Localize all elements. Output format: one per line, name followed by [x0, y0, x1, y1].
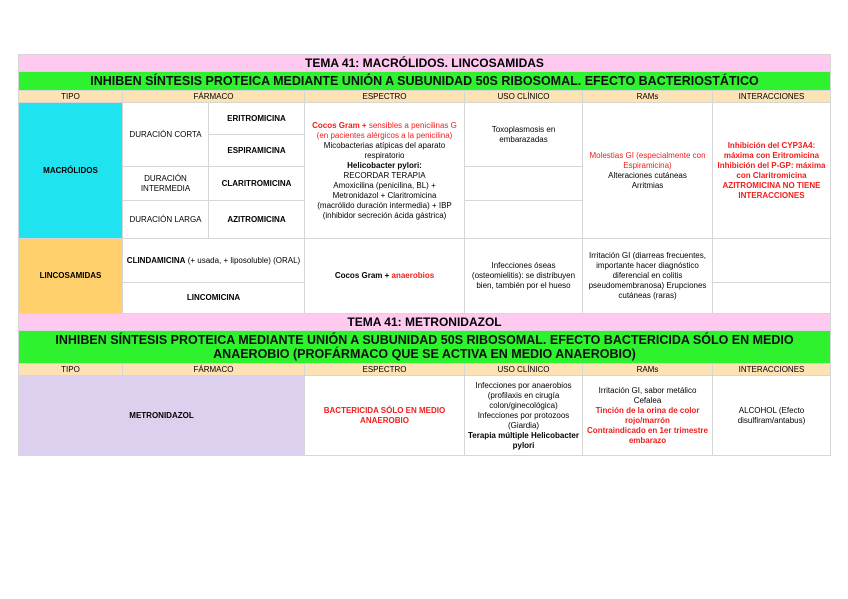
- macrolidos-type-cell: MACRÓLIDOS: [19, 103, 123, 239]
- header2-interacciones: INTERACCIONES: [713, 364, 831, 376]
- section1-header-row: [19, 91, 831, 103]
- pharmacology-sheet: [18, 54, 830, 456]
- duracion-larga-cell: DURACIÓN LARGA: [123, 201, 209, 239]
- rams-cefalea-text: Cefalea: [633, 395, 662, 405]
- rams-contraindicado-text: Contraindicado en 1er trimestre embarazo: [587, 425, 708, 445]
- section2-title: TEMA 41: METRONIDAZOL: [19, 314, 831, 331]
- arritmias-text: Arritmias: [631, 180, 664, 190]
- header2-farmaco: FÁRMACO: [123, 364, 305, 376]
- header-tipo: TIPO: [19, 91, 123, 103]
- clindamicina-label: CLINDAMICINA: [126, 255, 186, 265]
- macrolidos-espectro-cell: [305, 103, 465, 239]
- section2-header-row: [19, 364, 831, 376]
- lincosamidas-interacciones-empty-2: [713, 283, 831, 314]
- lincosamidas-uso-cell: Infecciones óseas (osteomielitis): se distribuyen bien, también por el hueso: [465, 239, 583, 314]
- rams-tincion-text: Tinción de la orina de color rojo/marrón: [595, 405, 700, 425]
- lincomicina-cell: LINCOMICINA: [123, 283, 305, 314]
- lincosamidas-cocos-text: Cocos Gram +: [334, 271, 392, 280]
- metronidazol-combo-text: Metronidazol + Claritromicina: [332, 190, 437, 200]
- uso-protozoos-text: Infecciones por protozoos (Giardia): [477, 410, 570, 430]
- uso-anaerobios-text: Infecciones por anaerobios (profilaxis en cirugía colon/ginecológica): [475, 380, 572, 410]
- azitromicina-cell: AZITROMICINA: [209, 201, 305, 239]
- header-interacciones: INTERACCIONES: [713, 91, 831, 103]
- section1-title: TEMA 41: MACRÓLIDOS. LINCOSAMIDAS: [19, 55, 831, 72]
- molestias-gi-text: Molestias GI (especialmente con Espiramicina): [589, 150, 706, 170]
- micobacterias-text: Micobacterias atípicas del aparato respiratorio: [323, 140, 446, 160]
- helicobacter-label: Helicobacter pylori:: [347, 160, 422, 170]
- summary-table: [18, 54, 831, 456]
- section2-subtitle: INHIBEN SÍNTESIS PROTEICA MEDIANTE UNIÓN A SUBUNIDAD 50S RIBOSOMAL. EFECTO BACTERICIDA SÓLO EN MEDIO ANAEROBIO (PROFÁRMACO QUE SE ACTIVA EN MEDIO ANAEROBIO): [19, 331, 831, 364]
- macrolidos-uso-cell: Toxoplasmosis en embarazadas: [465, 103, 583, 167]
- clindamicina-cell: [123, 239, 305, 283]
- header-espectro: ESPECTRO: [305, 91, 465, 103]
- macrolidos-uso-empty-1: [465, 167, 583, 201]
- header-rams: RAMs: [583, 91, 713, 103]
- cocos-gram-label: Cocos Gram +: [312, 120, 367, 130]
- section1-subtitle: INHIBEN SÍNTESIS PROTEICA MEDIANTE UNIÓN A SUBUNIDAD 50S RIBOSOMAL. EFECTO BACTERIOSTÁTICO: [19, 72, 831, 91]
- duracion-corta-cell: DURACIÓN CORTA: [123, 103, 209, 167]
- lincosamidas-row-1: [19, 239, 831, 283]
- metronidazol-interacciones-cell: ALCOHOL (Efecto disulfiram/antabus): [713, 376, 831, 456]
- metronidazol-rams-cell: [583, 376, 713, 456]
- anaerobios-text: anaerobios: [391, 271, 435, 280]
- claritromicina-cell: CLARITROMICINA: [209, 167, 305, 201]
- header2-rams: RAMs: [583, 364, 713, 376]
- macrolidos-interacciones-cell: Inhibición del CYP3A4: máxima con Eritromicina Inhibición del P-GP: máxima con Claritromicina AZITROMICINA NO TIENE INTERACCIONES: [713, 103, 831, 239]
- eritromicina-cell: ERITROMICINA: [209, 103, 305, 135]
- macrolidos-row-1: [19, 103, 831, 135]
- macrolido-intermedia-text: (macrólido duración intermedia) + IBP: [317, 200, 452, 210]
- metronidazol-cell: METRONIDAZOL: [19, 376, 305, 456]
- amoxicilina-text: Amoxicilina (penicilina, BL) +: [333, 180, 436, 190]
- inhibidor-text: (inhibidor secreción ácida gástrica): [322, 210, 447, 220]
- lincosamidas-rams-cell: Irritación GI (diarreas frecuentes, importante hacer diagnóstico diferencial en colitis pseudomembranosa) Erupciones cutáneas (raras): [583, 239, 713, 314]
- recordar-text: RECORDAR TERAPIA: [343, 170, 426, 180]
- header2-tipo: TIPO: [19, 364, 123, 376]
- duracion-intermedia-cell: DURACIÓN INTERMEDIA: [123, 167, 209, 201]
- macrolidos-rams-cell: [583, 103, 713, 239]
- cocos-rest-text: sensibles a penicilinas G (en pacientes alérgicos a la penicilina): [316, 120, 457, 140]
- header2-uso: USO CLÍNICO: [465, 364, 583, 376]
- uso-terapia-text: Terapia múltiple Helicobacter pylori: [468, 430, 579, 450]
- header2-espectro: ESPECTRO: [305, 364, 465, 376]
- metronidazol-espectro-cell: BACTERICIDA SÓLO EN MEDIO ANAEROBIO: [305, 376, 465, 456]
- clindamicina-rest: (+ usada, + liposoluble) (ORAL): [185, 255, 301, 265]
- lincosamidas-type-cell: LINCOSAMIDAS: [19, 239, 123, 314]
- lincosamidas-espectro-cell: [305, 239, 465, 314]
- espiramicina-cell: ESPIRAMICINA: [209, 135, 305, 167]
- alteraciones-cutaneas-text: Alteraciones cutáneas: [608, 170, 687, 180]
- metronidazol-uso-cell: [465, 376, 583, 456]
- lincosamidas-interacciones-empty-1: [713, 239, 831, 283]
- header-uso: USO CLÍNICO: [465, 91, 583, 103]
- header-farmaco: FÁRMACO: [123, 91, 305, 103]
- rams-irritacion-text: Irritación GI, sabor metálico: [598, 385, 697, 395]
- metronidazol-row: [19, 376, 831, 456]
- macrolidos-uso-empty-2: [465, 201, 583, 239]
